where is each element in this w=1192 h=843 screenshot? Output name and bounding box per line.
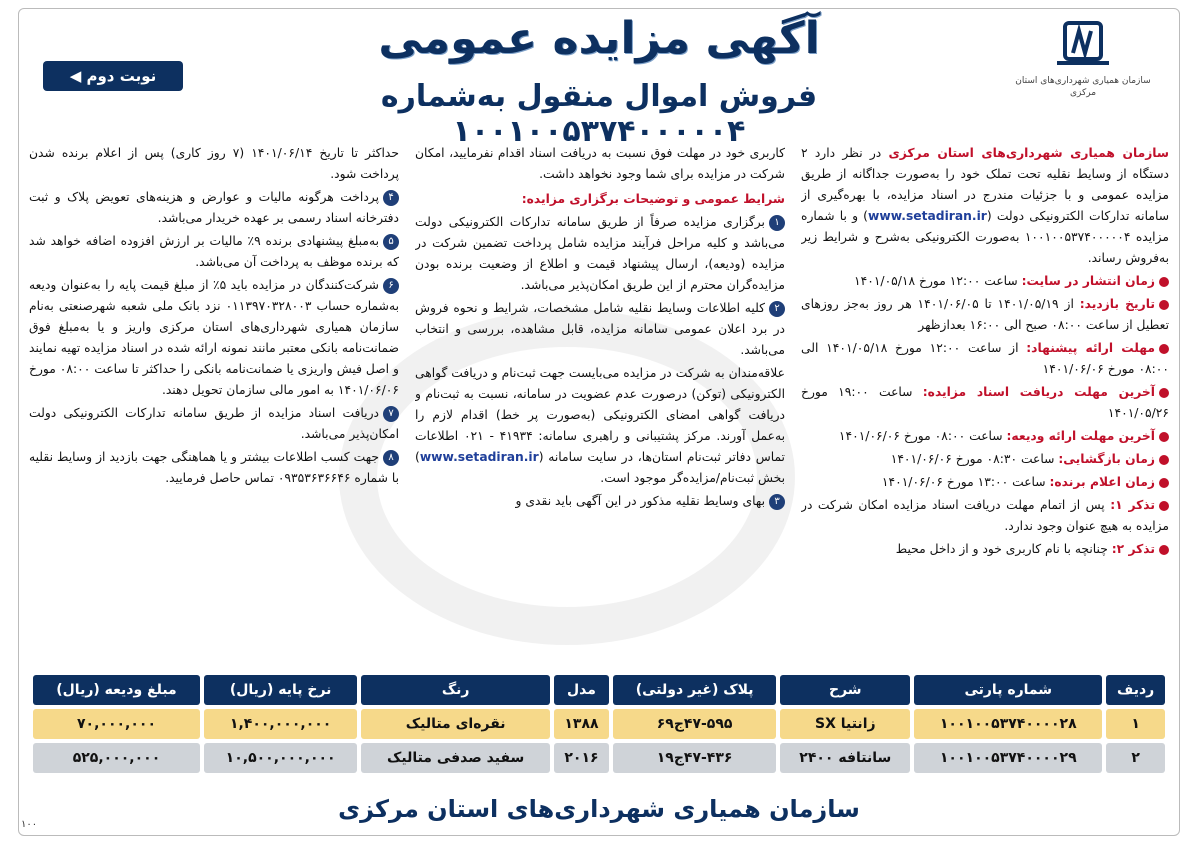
condition-item: ۱برگزاری مزایده صرفاً از طریق سامانه تدارکات الکترونیکی دولت می‌باشد و کلیه مراحل فرآیند مزایده شامل پرداخت تضمین شرکت در مزایده (ودیعه)، ارسال پیشنهاد قیمت و اطلاع از وضعیت برنده بودن مزایده‌گران محترم از این طریق امکان‌پذیر می‌باشد. [415,215,785,292]
intro-paragraph: سازمان همیاری شهرداری‌های استان مرکزی در نظر دارد ۲ دستگاه از وسایط نقلیه تحت تملک خود را به‌صورت جداگانه از طریق مزایده عمومی و با جزئیات مندرج در اسناد مزایده، با بهره‌گیری از سامانه تدارکات الکترونیکی دولت (www.setadiran.ir) و با شماره مزایده ۱۰۰۱۰۰۵۳۷۴۰۰۰۰۰۴ به‌صورت الکترونیکی به‌شرح و شرایط زیر به‌فروش رساند. [801,146,1169,265]
table-cell: ۱ [1106,709,1165,739]
item-number: ۸ [383,450,399,466]
table-cell: سانتافه ۲۴۰۰ [780,743,910,773]
bullet-icon [1159,344,1169,354]
column-left [29,143,399,663]
table-cell: ۲۰۱۶ [554,743,609,773]
column-header: مبلغ ودیعه (ریال) [33,675,200,705]
schedule-item: زمان انتشار در سایت: ساعت ۱۲:۰۰ مورخ ۱۴۰۱/۰۵/۱۸ [801,271,1169,292]
table-row [33,709,1165,739]
section-title: شرایط عمومی و توضیحات برگزاری مزایده: [521,192,785,206]
table-row [33,743,1165,773]
condition-item: ۷دریافت اسناد مزایده از طریق سامانه تدارکات الکترونیکی دولت امکان‌پذیر می‌باشد. [29,406,399,441]
item-number: ۱ [769,215,785,231]
schedule-item: تذکر ۱: پس از اتمام مهلت دریافت اسناد مزایده امکان شرکت در مزایده به هیچ عنوان وجود ندارد. [801,498,1169,533]
item-number: ۲ [769,301,785,317]
table-header-row [33,675,1165,705]
column-header: مدل [554,675,609,705]
column-header: شرح [780,675,910,705]
column-header: رنگ [361,675,550,705]
condition-item: ۲کلیه اطلاعات وسایط نقلیه شامل مشخصات، شرایط و نحوه فروش در برد اعلان عمومی سامانه مزایده، قابل مشاهده، بررسی و انتخاب می‌باشد. [415,301,785,357]
table-cell: ۱۰۰۱۰۰۵۳۷۴۰۰۰۰۲۹ [914,743,1102,773]
condition-item: ۶شرکت‌کنندگان در مزایده باید ۵٪ از مبلغ قیمت پایه را به‌عنوان ودیعه به‌شماره حساب ۰۱۱۳۹۷۰۳۲۸۰۰۳ نزد بانک ملی شعبه شهرصنعتی به‌نام سازمان همیاری شهرداری‌های استان مرکزی واریز و یا به‌مبلغ فوق ضمانت‌نامه بانکی معتبر مانند نمونه ارائه شده در اسناد مزایده تهیه نمایند و اصل فیش واریزی یا ضمانت‌نامه بانکی را حداکثر تا ساعت ۰۸:۰۰ مورخ ۱۴۰۱/۰۶/۰۶ به امور مالی سازمان تحویل دهند. [29,278,399,397]
table-cell: ۴۷-۵۹۵ج۶۹ [613,709,776,739]
table-cell: نقره‌ای متالیک [361,709,550,739]
notice-title: آگهی مزایده عمومی [378,13,820,64]
condition-item: ۵به‌مبلغ پیشنهادی برنده ۹٪ مالیات بر ارزش افزوده اضافه خواهد شد که برنده موظف به پرداخت آن می‌باشد. [29,234,399,269]
item-number: ۶ [383,278,399,294]
table-cell: ۷۰,۰۰۰,۰۰۰ [33,709,200,739]
setadiran-link-2[interactable]: www.setadiran.ir [419,450,539,464]
round-badge: نوبت دوم ◀ [43,61,183,91]
footer-org-name: سازمان همیاری شهرداری‌های استان مرکزی [338,795,860,823]
column-middle [415,143,785,663]
setadiran-link[interactable]: www.setadiran.ir [867,209,987,223]
body-columns [29,143,1169,663]
condition-item: ۴پرداخت هرگونه مالیات و عوارض و هزینه‌های تعویض پلاک و ثبت دفترخانه اسناد رسمی بر عهده خریدار می‌باشد. [29,190,399,225]
schedule-item: مهلت ارائه پیشنهاد: از ساعت ۱۲:۰۰ مورخ ۱۴۰۱/۰۵/۱۸ الی ۰۸:۰۰ مورخ ۱۴۰۱/۰۶/۰۶ [801,341,1169,376]
schedule-item: زمان بازگشایی: ساعت ۰۸:۳۰ مورخ ۱۴۰۱/۰۶/۰۶ [801,449,1169,470]
table-cell: ۱,۴۰۰,۰۰۰,۰۰۰ [204,709,357,739]
item-number: ۵ [383,234,399,250]
vehicles-table [29,671,1169,777]
item-number: ۷ [383,406,399,422]
column-right [801,143,1169,663]
schedule-item: آخرین مهلت دریافت اسناد مزایده: ساعت ۱۹:۰۰ مورخ ۱۴۰۱/۰۵/۲۶ [801,385,1169,420]
continued-text: حداکثر تا تاریخ ۱۴۰۱/۰۶/۱۴ (۷ روز کاری) پس از اعلام برنده شدن پرداخت شود. [29,146,399,181]
bullet-icon [1159,501,1169,511]
table-cell: ۱۰,۵۰۰,۰۰۰,۰۰۰ [204,743,357,773]
notice-page [18,8,1180,836]
table-cell: سفید صدفی متالیک [361,743,550,773]
schedule-item: تاریخ بازدید: از ۱۴۰۱/۰۵/۱۹ تا ۱۴۰۱/۰۶/۰۵ هر روز به‌جز روزهای تعطیل از ساعت ۰۸:۰۰ صبح الی ۱۶:۰۰ بعدازظهر [801,297,1169,332]
logo-text: سازمان همیاری شهرداری‌های استان مرکزی [1015,76,1151,98]
table-cell: زانتیا SX [780,709,910,739]
schedule-item: تذکر ۲: چنانچه با نام کاربری خود و از داخل محیط [801,539,1169,560]
bullet-icon [1159,277,1169,287]
bullet-icon [1159,432,1169,442]
schedule-item: زمان اعلام برنده: ساعت ۱۳:۰۰ مورخ ۱۴۰۱/۰۶/۰۶ [801,472,1169,493]
bullet-icon [1159,545,1169,555]
registration-paragraph: علاقه‌مندان به شرکت در مزایده می‌بایست جهت ثبت‌نام و دریافت گواهی الکترونیکی (توکن) درصورت عدم عضویت در سامانه، نسبت به ثبت‌نام و دریافت گواهی امضای الکترونیکی (به‌صورت پر خط) اقدام لازم را به‌عمل آورند. مرکز پشتیبانی و راهبری سامانه: ۴۱۹۳۴ - ۰۲۱ اطلاعات تماس دفاتر ثبت‌نام استان‌ها، در سایت سامانه (www.setadiran.ir) بخش ثبت‌نام/مزایده‌گر موجود است. [415,366,785,485]
header [19,9,1179,149]
schedule-item: آخرین مهلت ارائه ودیعه: ساعت ۰۸:۰۰ مورخ ۱۴۰۱/۰۶/۰۶ [801,426,1169,447]
bullet-icon [1159,300,1169,310]
bullet-icon [1159,455,1169,465]
notice-subtitle: فروش اموال منقول به‌شماره ۱۰۰۱۰۰۵۳۷۴۰۰۰۰۰۴ [380,79,818,149]
bullet-icon [1159,478,1169,488]
continued-text: کاربری خود در مهلت فوق نسبت به دریافت اسناد اقدام نفرمایید، امکان شرکت در مزایده برای شما وجود نخواهد داشت. [415,146,785,181]
table-cell: ۱۳۸۸ [554,709,609,739]
bullet-icon [1159,388,1169,398]
condition-item: ۳بهای وسایط نقلیه مذکور در این آگهی باید نقدی و [415,491,785,512]
page-number: ۱۰۰ [21,819,38,830]
condition-item: ۸جهت کسب اطلاعات بیشتر و یا هماهنگی جهت بازدید از وسایط نقلیه با شماره ۰۹۳۵۳۶۳۶۶۴۶ تماس حاصل فرمایید. [29,450,399,485]
column-header: شماره پارتی [914,675,1102,705]
table-cell: ۱۰۰۱۰۰۵۳۷۴۰۰۰۰۲۸ [914,709,1102,739]
item-number: ۴ [383,190,399,206]
table-cell: ۴۷-۴۳۶ج۱۹ [613,743,776,773]
table-cell: ۲ [1106,743,1165,773]
table-cell: ۵۲۵,۰۰۰,۰۰۰ [33,743,200,773]
column-header: نرخ پایه (ریال) [204,675,357,705]
column-header: ردیف [1106,675,1165,705]
column-header: پلاک (غیر دولتی) [613,675,776,705]
